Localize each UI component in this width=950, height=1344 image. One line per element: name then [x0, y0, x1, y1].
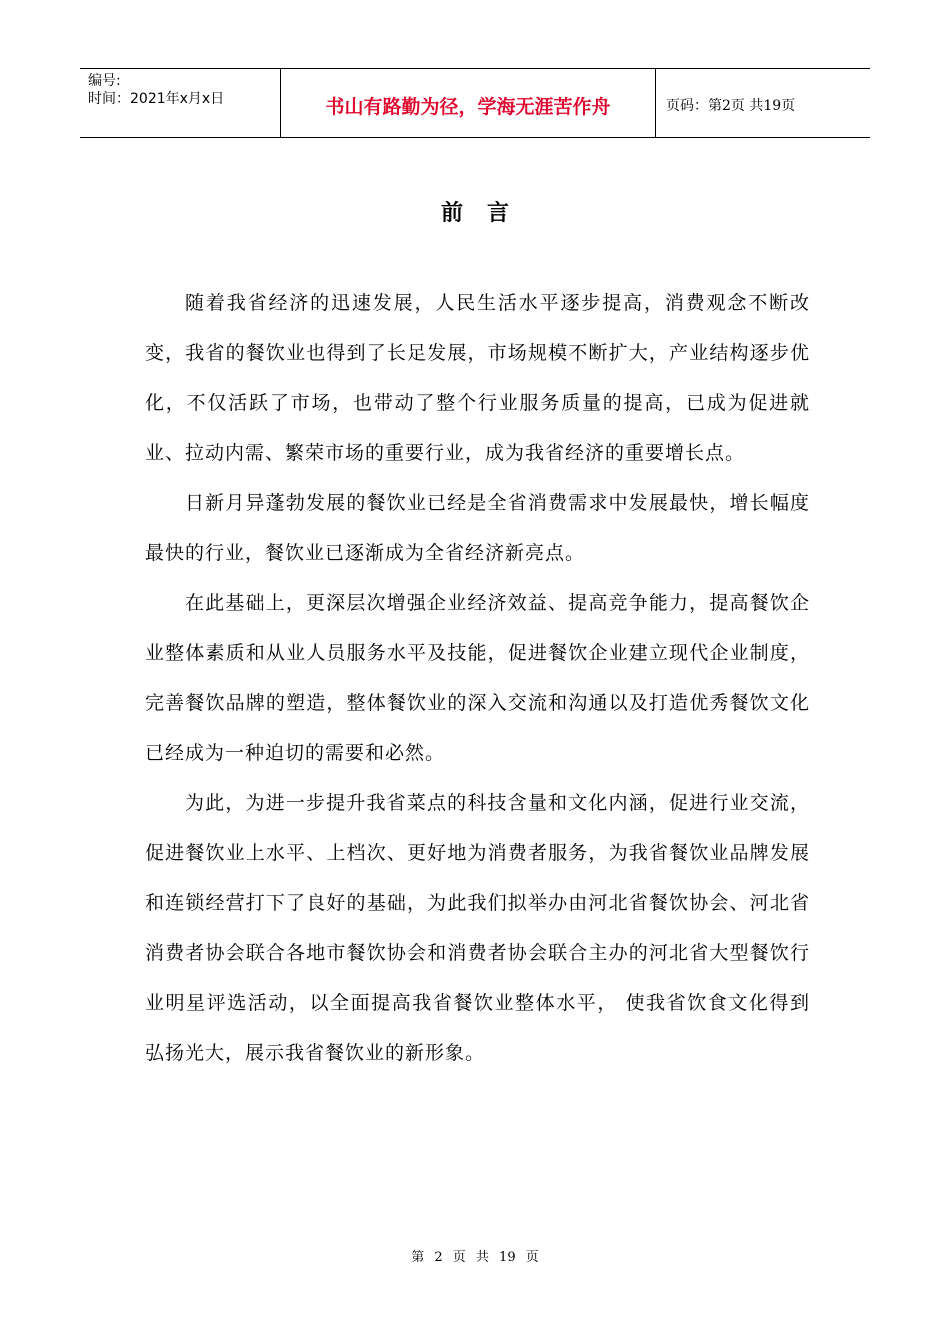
- page-footer: 第 2 页 共 19 页: [411, 1250, 539, 1265]
- header-page-cell: [656, 69, 870, 137]
- document-header: [80, 68, 870, 138]
- document-body: [145, 278, 810, 1078]
- paragraph: 日新月异蓬勃发展的餐饮业已经是全省消费需求中发展最快，增长幅度最快的行业，餐饮业已逐渐成为全省经济新亮点。: [145, 492, 810, 564]
- header-meta-cell: [80, 69, 281, 137]
- document-date: 时间：2021年x月x日: [88, 91, 225, 107]
- paragraph: 为此，为进一步提升我省菜点的科技含量和文化内涵，促进行业交流，促进餐饮业上水平、上档次、更好地为消费者服务，为我省餐饮业品牌发展和连锁经营打下了良好的基础，为此我们拟举办由河北省餐饮协会、河北省消费者协会联合各地市餐饮协会和消费者协会联合主办的河北省大型餐饮行业明星评选活动，以全面提高我省餐饮业整体水平， 使我省饮食文化得到弘扬光大，展示我省餐饮业的新形象。: [145, 792, 810, 1064]
- header-motto-cell: [281, 69, 656, 137]
- page-title: 前言: [440, 201, 533, 226]
- paragraph: 随着我省经济的迅速发展，人民生活水平逐步提高，消费观念不断改变，我省的餐饮业也得到了长足发展，市场规模不断扩大，产业结构逐步优化，不仅活跃了市场，也带动了整个行业服务质量的提高，已成为促进就业、拉动内需、繁荣市场的重要行业，成为我省经济的重要增长点。: [145, 292, 810, 464]
- header-page-info: 页码：第2页 共19页: [666, 98, 796, 114]
- paragraph: 在此基础上，更深层次增强企业经济效益、提高竞争能力，提高餐饮企业整体素质和从业人员服务水平及技能，促进餐饮企业建立现代企业制度，完善餐饮品牌的塑造，整体餐饮业的深入交流和沟通以及打造优秀餐饮文化已经成为一种迫切的需要和必然。: [145, 592, 810, 764]
- document-number-label: 编号:: [88, 73, 121, 89]
- header-motto: 书山有路勤为径，学海无涯苦作舟: [325, 95, 611, 118]
